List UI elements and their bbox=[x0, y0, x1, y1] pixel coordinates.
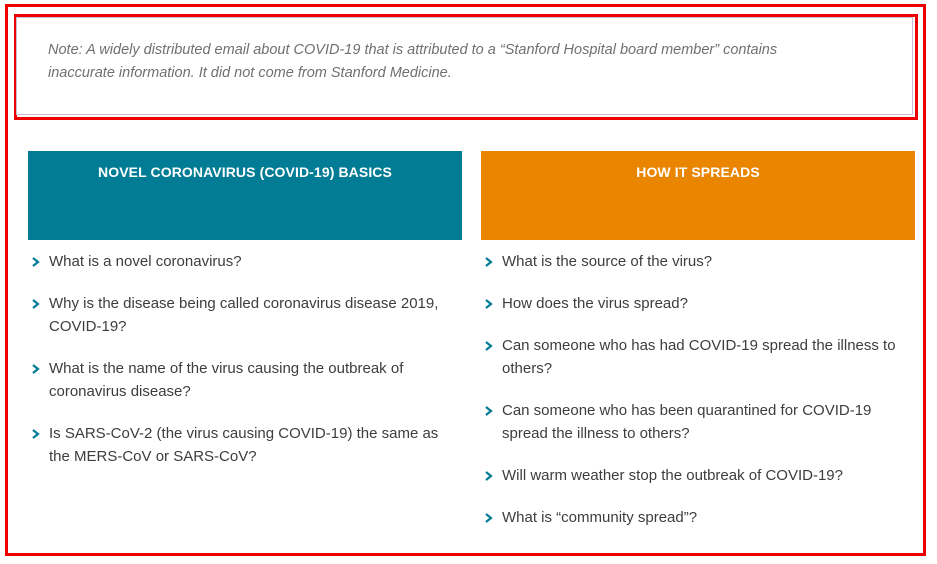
faq-question: What is the source of the virus? bbox=[502, 253, 713, 270]
faq-item[interactable] bbox=[481, 334, 915, 380]
spreads-faq-list bbox=[481, 250, 915, 529]
basics-faq-list bbox=[28, 250, 462, 468]
chevron-right-icon bbox=[484, 299, 493, 309]
basics-column bbox=[28, 151, 462, 487]
chevron-right-icon bbox=[31, 364, 40, 374]
note-text: Note: A widely distributed email about COVID-19 that is attributed to a “Stanford Hospital board member” contains inaccurate information. It did not come from Stanford Medicine. bbox=[48, 42, 778, 81]
faq-item[interactable] bbox=[28, 422, 462, 468]
faq-question: Can someone who has had COVID-19 spread the illness to others? bbox=[502, 337, 896, 377]
faq-question: Will warm weather stop the outbreak of COVID-19? bbox=[502, 467, 843, 484]
spreads-header: HOW IT SPREADS bbox=[481, 151, 915, 240]
faq-item[interactable] bbox=[481, 506, 915, 529]
chevron-right-icon bbox=[484, 406, 493, 416]
faq-question: Why is the disease being called coronavirus disease 2019, COVID-19? bbox=[49, 295, 439, 335]
chevron-right-icon bbox=[484, 471, 493, 481]
faq-item[interactable] bbox=[481, 250, 915, 273]
chevron-right-icon bbox=[484, 257, 493, 267]
spreads-column bbox=[481, 151, 915, 548]
faq-item[interactable] bbox=[481, 464, 915, 487]
chevron-right-icon bbox=[31, 299, 40, 309]
chevron-right-icon bbox=[484, 513, 493, 523]
faq-question: What is “community spread”? bbox=[502, 509, 698, 526]
faq-question: How does the virus spread? bbox=[502, 295, 688, 312]
chevron-right-icon bbox=[31, 257, 40, 267]
faq-question: Can someone who has been quarantined for COVID-19 spread the illness to others? bbox=[502, 402, 872, 442]
faq-question: What is the name of the virus causing the outbreak of coronavirus disease? bbox=[49, 360, 404, 400]
chevron-right-icon bbox=[31, 429, 40, 439]
faq-item[interactable] bbox=[28, 250, 462, 273]
faq-item[interactable] bbox=[481, 399, 915, 445]
faq-question: Is SARS-CoV-2 (the virus causing COVID-19) the same as the MERS-CoV or SARS-CoV? bbox=[49, 425, 439, 465]
faq-question: What is a novel coronavirus? bbox=[49, 253, 242, 270]
chevron-right-icon bbox=[484, 341, 493, 351]
basics-header: NOVEL CORONAVIRUS (COVID-19) BASICS bbox=[28, 151, 462, 240]
faq-item[interactable] bbox=[28, 292, 462, 338]
faq-item[interactable] bbox=[28, 357, 462, 403]
faq-item[interactable] bbox=[481, 292, 915, 315]
